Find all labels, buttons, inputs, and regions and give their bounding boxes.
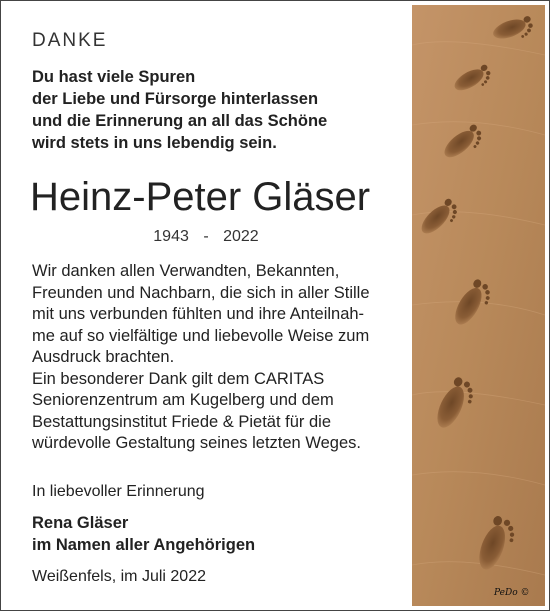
heading: DANKE (32, 30, 108, 51)
poem-line: der Liebe und Fürsorge hinterlassen (32, 90, 319, 108)
footprints-in-sand-icon (412, 5, 545, 606)
body-line: Ein besonderer Dank gilt dem CARITAS (32, 369, 325, 388)
signature-name: Rena Gläser (32, 514, 129, 532)
signature-note: im Namen aller Angehörigen (32, 536, 256, 554)
poem-line: und die Erinnerung an all das Schöne (32, 112, 328, 130)
signature (32, 512, 255, 556)
body-line: Freunden und Nachbarn, die sich in aller Stille (32, 283, 370, 302)
body-line: mit uns verbunden fühlten und ihre Anteilnah- (32, 305, 365, 323)
poem-line: wird stets in uns lebendig sein. (32, 134, 277, 152)
year-separator: - (203, 228, 209, 245)
photo-credit: PeDo © (494, 588, 530, 598)
death-year: 2022 (223, 228, 259, 245)
place-date: Weißenfels, im Juli 2022 (32, 568, 206, 585)
body-line: Wir danken allen Verwandten, Bekannten, (32, 262, 340, 280)
deceased-name: Heinz-Peter Gläser (30, 175, 371, 219)
thanks-text (32, 261, 370, 455)
body-line: würdevolle Gestaltung seines letzten Weges. (32, 434, 361, 452)
life-years (0, 228, 412, 246)
poem (32, 66, 327, 154)
body-line: Ausdruck brachten. (32, 348, 175, 366)
birth-year: 1943 (153, 228, 189, 245)
body-line: me auf so vielfältige und liebevolle Weise zum (32, 326, 370, 345)
poem-line: Du hast viele Spuren (32, 68, 196, 86)
body-line: Bestattungsinstitut Friede & Pietät für die (32, 412, 331, 431)
closing-line: In liebevoller Erinnerung (32, 483, 205, 500)
body-line: Seniorenzentrum am Kugelberg und dem (32, 391, 334, 409)
